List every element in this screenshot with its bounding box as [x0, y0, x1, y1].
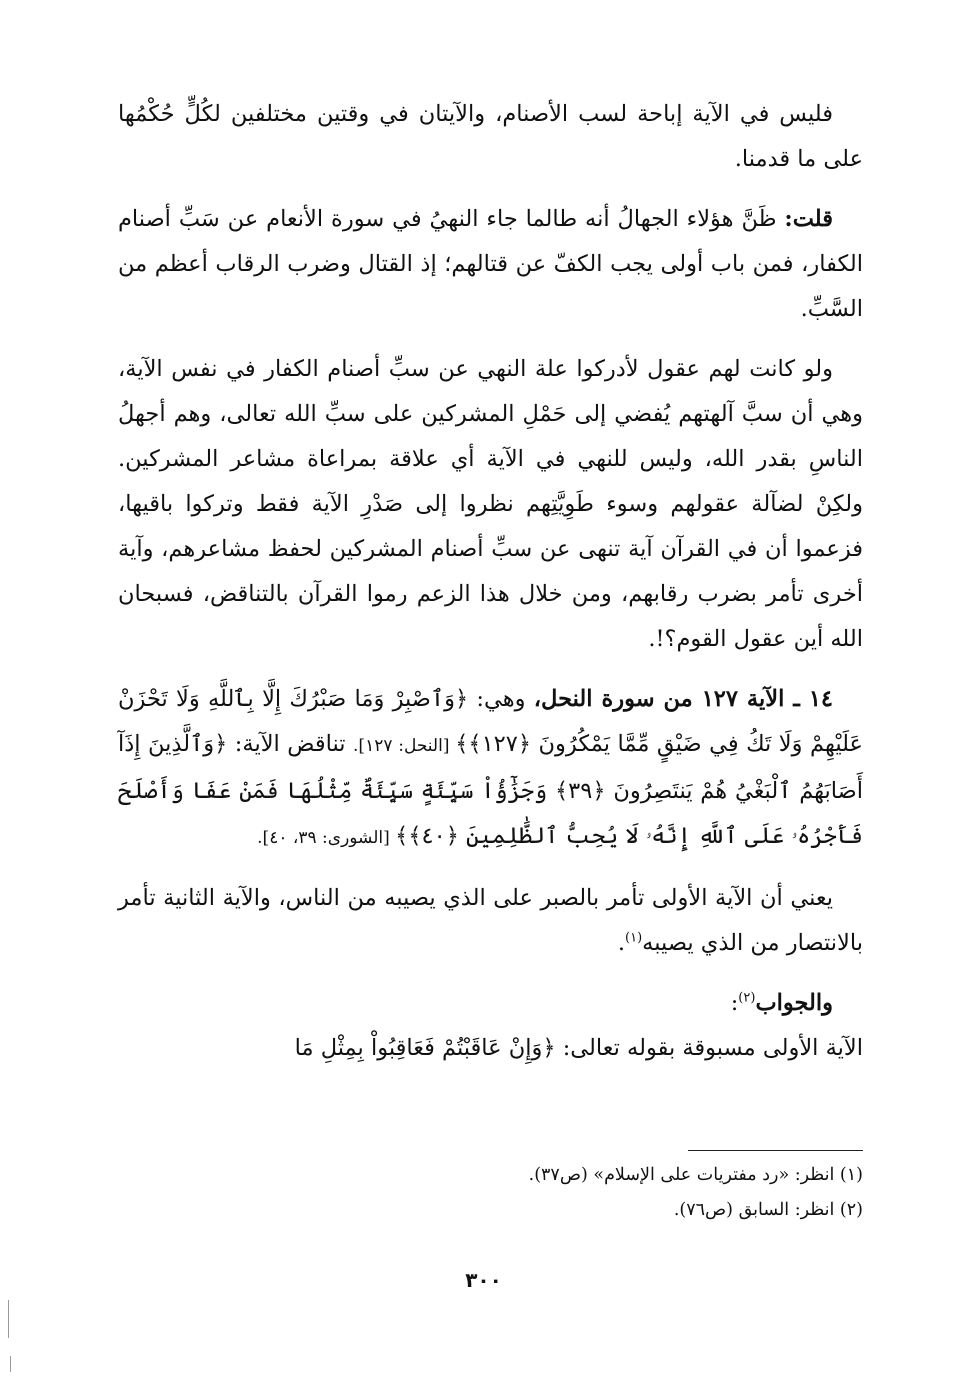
- item-heading: ١٤ ـ الآية ١٢٧ من سورة النحل،: [533, 686, 833, 712]
- quran-verse-1: ﴿وَٱصْبِرْ وَمَا صَبْرُكَ إِلَّا بِٱللَّهِ وَلَا تَحْزَنْ عَلَيْهِمْ وَلَا تَكُ فِي ضَيْقٍ مِّمَّا يَمْكُرُونَ ﴿١٢٧﴾﴾: [118, 686, 863, 757]
- paragraph-1-text: فليس في الآية إباحة لسب الأصنام، والآيتان في وقتين مختلفين لكُلٍّ حُكْمُها على ما قدمنا.: [118, 101, 863, 172]
- paragraph-2-text: ظَنَّ هؤلاء الجهالُ أنه طالما جاء النهيُ في سورة الأنعام عن سَبِّ أصنام الكفار، فمن باب أولى يجب الكفّ عن قتالهم؛ إذ القتال وضرب الرقاب أعظم من السَّبِّ.: [118, 206, 863, 322]
- answer-colon: :: [730, 990, 739, 1016]
- footnote-1: (١) انظر: «رد مفتريات على الإسلام» (ص٣٧).: [528, 1165, 863, 1185]
- paragraph-3: [118, 347, 863, 662]
- answer-label: والجواب: [755, 990, 833, 1016]
- paragraph-2-lead: قلت:: [784, 206, 833, 232]
- paragraph-5-end: .: [617, 930, 626, 956]
- scan-edge-mark: [10, 1356, 11, 1372]
- page-body: [118, 92, 863, 1086]
- footnote-marker-2: (٢): [738, 990, 756, 1006]
- verse-reference-1: [النحل: ١٢٧].: [353, 736, 456, 756]
- paragraph-6: [118, 1026, 863, 1071]
- quran-verse-2: ﴿وَٱلَّذِينَ إِذَآ أَصَابَهُمُ ٱلْبَغْيُ هُمْ يَنتَصِرُونَ ﴿٣٩﴾ وَجَزَٰٓؤُاْ سَيِّئَةٍ سَيِّئَةٌ مِّثْلُهَا فَمَنْ عَفَا وَأَصْلَحَ فَأَجْرُهُۥ عَلَى ٱللَّهِ إِنَّهُۥ لَا يُحِبُّ ٱلظَّٰلِمِينَ ﴿٤٠﴾﴾: [118, 731, 864, 849]
- quran-verse-3: ﴿وَإِنْ عَاقَبْتُمْ فَعَاقِبُواْ بِمِثْلِ مَا: [294, 1035, 556, 1061]
- verse-reference-2: [الشورى: ٣٩، ٤٠].: [257, 828, 396, 848]
- paragraph-1: [118, 92, 863, 182]
- paragraph-4: [118, 677, 863, 861]
- footnote-marker-1: (١): [625, 930, 643, 946]
- footnote-2: (٢) انظر: السابق (ص٧٦).: [673, 1200, 863, 1220]
- item-intro: وهي:: [468, 686, 534, 712]
- paragraph-6-text: الآية الأولى مسبوقة بقوله تعالى:: [555, 1035, 863, 1061]
- paragraph-3-text: ولو كانت لهم عقول لأدركوا علة النهي عن سبِّ أصنام الكفار في نفس الآية، وهي أن سبَّ آلهتهم يُفضي إلى حَمْلِ المشركين على سبِّ الله تعالى، وهم أجهلُ الناسِ بقدر الله، وليس للنهي في الآية أي علاقة بمراعاة مشاعر المشركين. ولكِنْ لضآلة عقولهم وسوء طَوِيَّتِهم نظروا إلى صَدْرِ الآية فقط وتركوا باقيها، فزعموا أن في القرآن آية تنهى عن سبِّ أصنام المشركين لحفظ مشاعرهم، وآية أخرى تأمر بضرب رقابهم، ومن خلال هذا الزعم رموا القرآن بالتناقض، فسبحان الله أين عقول القوم؟!.: [118, 356, 863, 652]
- paragraph-2: [118, 197, 863, 332]
- paragraph-5-text: يعني أن الآية الأولى تأمر بالصبر على الذي يصيبه من الناس، والآية الثانية تأمر بالانتصار من الذي يصيبه: [118, 885, 863, 956]
- page-number: ٣٠٠: [465, 1268, 502, 1292]
- answer-heading: [118, 981, 863, 1026]
- contradiction-label: تناقض الآية:: [227, 731, 354, 757]
- scan-edge-mark: [8, 1300, 9, 1338]
- paragraph-5: [118, 876, 863, 966]
- footnotes: [118, 1150, 863, 1228]
